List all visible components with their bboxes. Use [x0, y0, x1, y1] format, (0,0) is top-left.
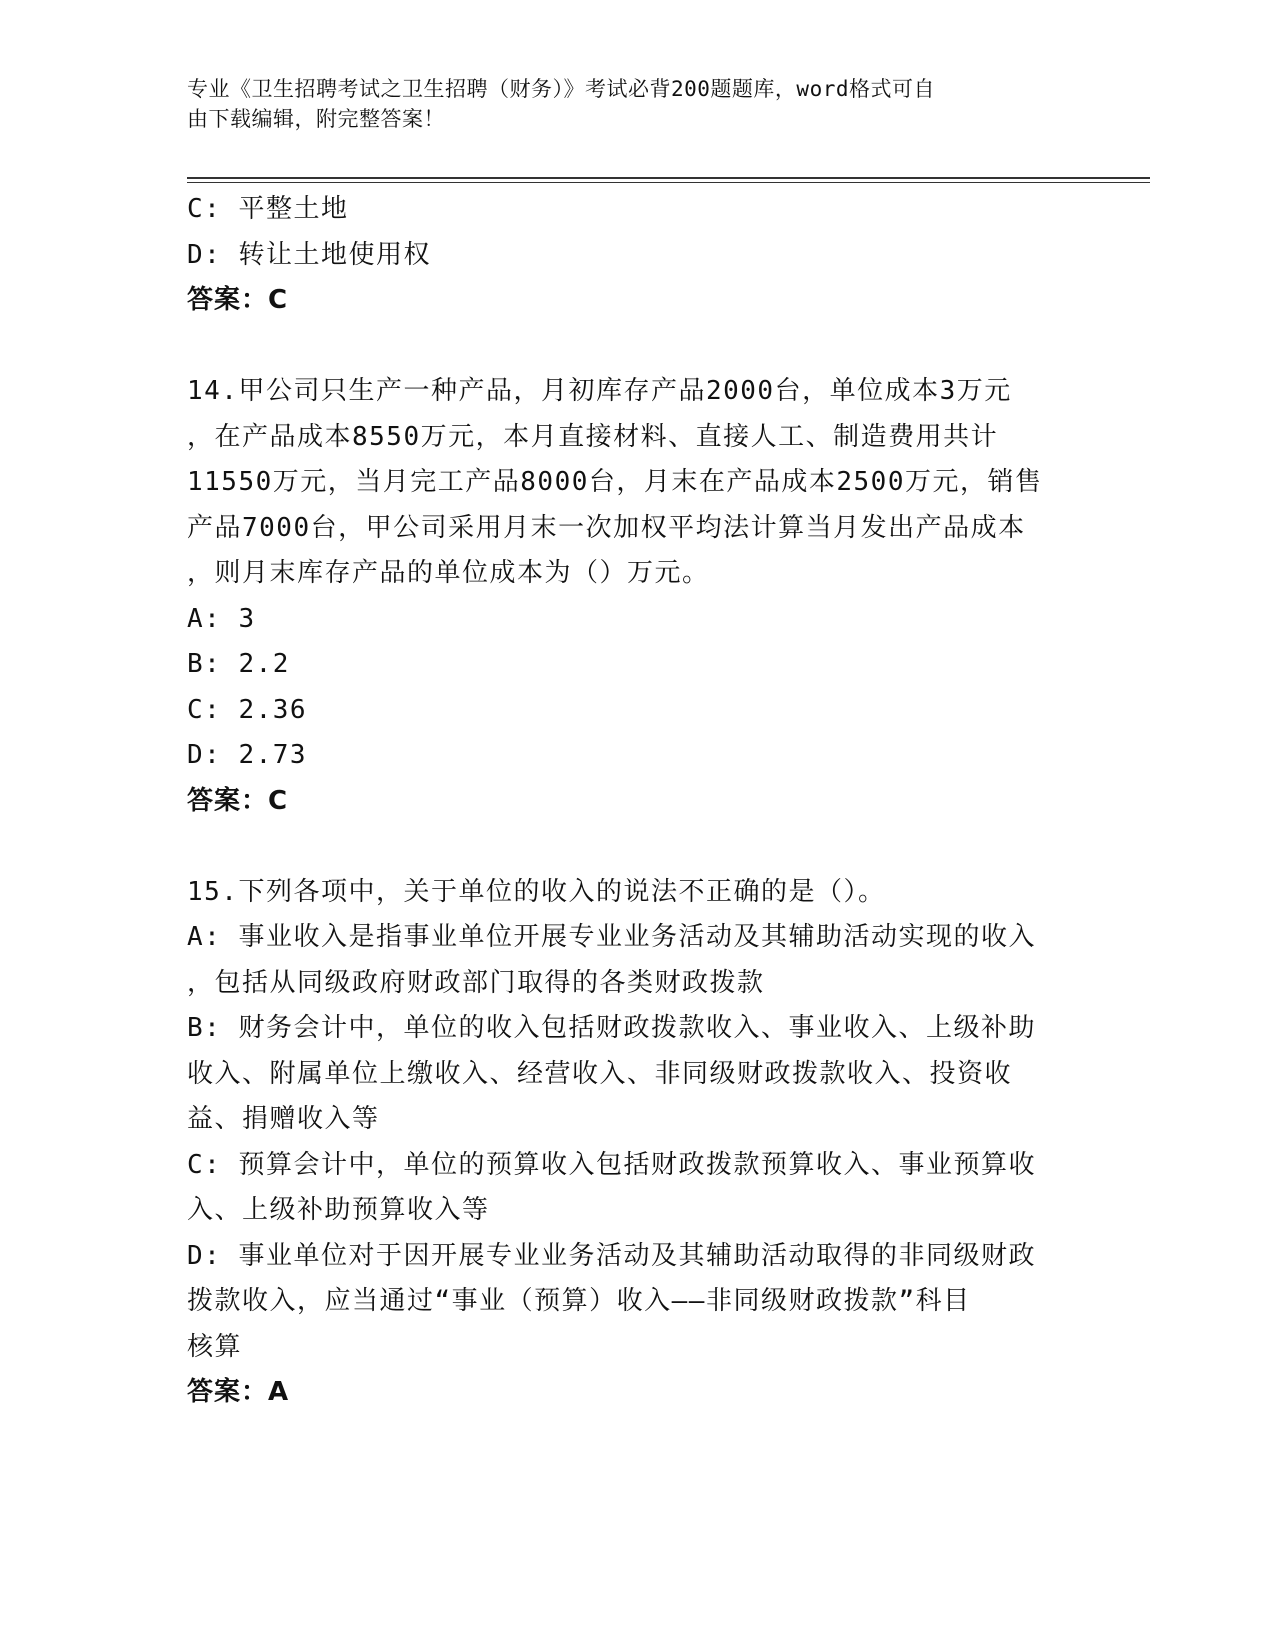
question-13-tail — [187, 187, 1087, 324]
spacer — [187, 324, 1087, 370]
q15-option-a-line: A: 事业收入是指事业单位开展专业业务活动及其辅助活动实现的收入 — [187, 922, 1036, 952]
q14-option-d: D: 2.73 — [187, 740, 308, 770]
q14-option-c: C: 2.36 — [187, 694, 308, 725]
q14-option-a: A: 3 — [187, 603, 256, 634]
q15-stem: 15.下列各项中，关于单位的收入的说法不正确的是（）。 — [187, 876, 886, 907]
q15-option-b-line: 益、捐赠收入等 — [187, 1104, 380, 1134]
question-15 — [187, 870, 1087, 1416]
q15-option-d-line: D: 事业单位对于因开展专业业务活动及其辅助活动取得的非同级财政 — [187, 1240, 1036, 1271]
q13-option-c: C: 平整土地 — [187, 194, 349, 224]
page-header — [187, 74, 1067, 134]
q15-option-b-line: 收入、附属单位上缴收入、经营收入、非同级财政拨款收入、投资收 — [187, 1058, 1013, 1089]
q14-stem-line: 14.甲公司只生产一种产品，月初库存产品2000台，单位成本3万元 — [187, 376, 1012, 406]
q14-stem-line: ，则月末库存产品的单位成本为（）万元。 — [187, 558, 710, 588]
q14-stem-line: 11550万元，当月完工产品8000台，月末在产品成本2500万元，销售 — [187, 467, 1043, 497]
q14-stem-line: ，在产品成本8550万元，本月直接材料、直接人工、制造费用共计 — [187, 421, 999, 452]
q13-option-d: D: 转让土地使用权 — [187, 239, 431, 270]
q15-option-d-line: 核算 — [187, 1331, 243, 1362]
document-body — [187, 187, 1087, 1416]
q15-option-a-line: ，包括从同级政府财政部门取得的各类财政拨款 — [187, 967, 765, 998]
q13-answer: 答案：C — [187, 285, 289, 315]
question-14 — [187, 369, 1087, 824]
q14-answer: 答案：C — [187, 785, 289, 816]
header-line-1: 专业《卫生招聘考试之卫生招聘（财务）》考试必背200题题库，word格式可自 — [187, 77, 935, 101]
q15-option-c-line: C: 预算会计中，单位的预算收入包括财政拨款预算收入、事业预算收 — [187, 1149, 1036, 1180]
q15-option-b-line: B: 财务会计中，单位的收入包括财政拨款收入、事业收入、上级补助 — [187, 1013, 1036, 1043]
header-divider-thick — [187, 177, 1150, 179]
q14-stem-line: 产品7000台，甲公司采用月末一次加权平均法计算当月发出产品成本 — [187, 512, 1026, 543]
q15-option-d-line: 拨款收入，应当通过“事业（预算）收入——非同级财政拨款”科目 — [187, 1286, 971, 1316]
q15-answer: 答案：A — [187, 1377, 290, 1407]
q15-option-c-line: 入、上级补助预算收入等 — [187, 1195, 490, 1225]
header-line-2: 由下载编辑，附完整答案！ — [187, 107, 445, 131]
spacer — [187, 824, 1087, 870]
q14-option-b: B: 2.2 — [187, 649, 290, 679]
header-divider-thin — [187, 182, 1150, 183]
